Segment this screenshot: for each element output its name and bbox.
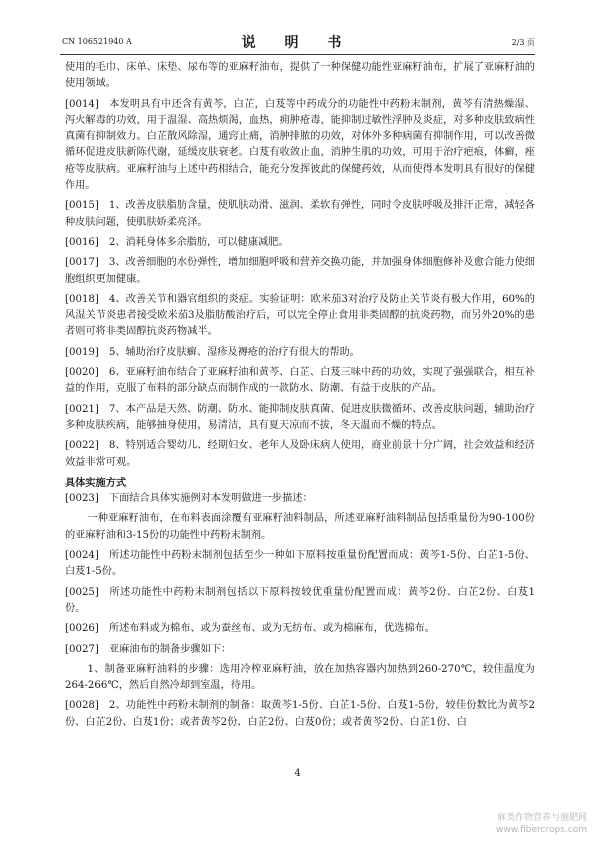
page-number: 4	[294, 768, 301, 779]
paragraph-number: [0023]	[65, 493, 99, 505]
paragraph	[65, 292, 535, 341]
paragraph-number: [0027]	[65, 643, 99, 655]
paragraph-text: 6、亚麻籽油布结合了亚麻籽油和黄芩、白芷、白芨三味中药的功效，实现了强强联合，相互补益的作用，克服了布料的部分缺点而制作成的一款防水、防潮、有益于皮肤的产品。	[65, 367, 535, 395]
paragraph	[65, 548, 535, 581]
paragraph-text: 下面结合具体实施例对本发明做进一步描述：	[108, 493, 313, 505]
paragraph-text: 2、功能性中药粉末制剂的制备：取黄芩1-5份、白芷1-5份、白芨1-5份，较佳份数比为黄芩2份、白芷2份、白芨1份；或者黄芩2份、白芷2份、白芨0份；或者黄芩2份、白芷1份、白	[65, 700, 535, 728]
intro-paragraph: 使用的毛巾、床单、床垫、尿布等的亚麻籽油布，提供了一种保健功能性亚麻籽油布，扩展了亚麻籽油的使用领域。	[65, 62, 535, 90]
paragraph-number: [0014]	[65, 98, 99, 110]
paragraph-text: 5、辅助治疗皮肤癣、湿疹及褥疮的治疗有很大的帮助。	[108, 346, 360, 358]
watermark-line-1: 麻类作物营养与施肥网	[496, 813, 587, 823]
paragraph-text: 所述布料或为棉布、或为蚕丝布、或为无纺布、或为棉麻布，优选棉布。	[108, 623, 435, 635]
paragraph	[65, 621, 535, 637]
paragraph	[65, 198, 535, 231]
paragraph-text: 本发明具有中还含有黄芩，白芷，白芨等中药成分的功能性中药粉末制剂，黄芩有清热燥湿、泻火解毒的功效，用于温湿、高热烦渴，血热，痈肿疮毒，能抑制过敏性浮肿及炎症，对多种皮肤致病性真菌有抑制效力。白芷散风除湿，通窍止痛，消肿排脓的功效，对体外多种病菌有抑制作用，可以改善微循环促进皮肤新陈代谢，延缓皮肤衰老。白芨有收敛止血，消肿生肌的功效，可用于治疗疤痕，体癣，痤疮等皮肤病。亚麻籽油与上述中药相结合，能充分发挥彼此的保健药效，从而使得本发明具有很好的保健作用。	[65, 98, 535, 192]
paragraph-text: 一种亚麻籽油布，在布料表面涂覆有亚麻籽油料制品，所述亚麻籽油料制品包括重量份为90-100份的亚麻籽油和3-15份的功能性中药粉末制剂。	[65, 513, 535, 541]
paragraph-text: 亚麻油布的制备步骤如下：	[108, 643, 232, 655]
paragraph	[65, 511, 535, 544]
paragraph	[65, 235, 535, 251]
paragraph-number: [0015]	[65, 200, 99, 212]
paragraph-list-embodiment	[65, 491, 535, 731]
document-body	[65, 60, 535, 735]
paragraph-number: [0028]	[65, 700, 99, 712]
paragraph-text: 1、制备亚麻籽油料的步骤：选用冷榨亚麻籽油，放在加热容器内加热到260-270℃，较佳温度为264-266℃，然后自然冷却到室温，待用。	[65, 663, 535, 692]
section-heading: 具体实施方式	[65, 476, 127, 489]
paragraph-text: 所述功能性中药粉末制剂包括以下原料按较优重量份配置而成：黄芩2份、白芷2份、白芨1份。	[65, 586, 535, 614]
paragraph-number: [0021]	[65, 403, 99, 415]
paragraph	[65, 345, 535, 361]
paragraph-text: 2、消耗身体多余脂肪，可以健康减肥。	[108, 236, 289, 248]
paragraph-number: [0024]	[65, 550, 99, 562]
paragraph-list	[65, 97, 535, 471]
paragraph-number: [0022]	[65, 440, 99, 452]
paragraph-number: [0018]	[65, 293, 99, 305]
paragraph	[65, 662, 535, 695]
paragraph	[65, 642, 535, 658]
paragraph-number: [0017]	[65, 257, 99, 269]
paragraph	[65, 491, 535, 507]
paragraph-number: [0020]	[65, 367, 99, 379]
paragraph-text: 8、特别适合婴幼儿、经期妇女、老年人及卧床病人使用，商业前景十分广阔，社会效益和经济效益非常可观。	[65, 440, 535, 468]
paragraph	[65, 402, 535, 435]
paragraph	[65, 585, 535, 618]
paragraph	[65, 255, 535, 288]
paragraph-text: 所述功能性中药粉末制剂包括至少一种如下原料按重量份配置而成：黄芩1-5份、白芷1-5份、白芨1-5份。	[65, 550, 535, 578]
watermark	[496, 812, 587, 836]
paragraph-number: [0019]	[65, 346, 99, 358]
watermark-line-2: www.fibercrops.com	[496, 825, 587, 835]
paragraph-text: 4、改善关节和器官组织的炎症。实验证明：欧米茄3对治疗及防止关节炎有极大作用，60%的风湿关节炎患者接受欧米茄3及脂肪酸治疗后，可以完全停止食用非类固醇的抗炎药物，而另外20%的患者则可将非类固醇抗炎药物减半。	[65, 293, 535, 338]
paragraph-number: [0026]	[65, 623, 99, 635]
paragraph-text: 1、改善皮肤脂肪含量，使肌肤动滑、滋润、柔软有弹性，同时令皮肤呼吸及排汗正常，减轻各种皮肤问题，使肌肤娇柔亮泽。	[65, 200, 535, 228]
paragraph-number: [0025]	[65, 586, 99, 598]
paragraph-text: 7、本产品是天然、防潮、防水、能抑制皮肤真菌、促进皮肤微循环、改善皮肤问题，辅助治疗多种皮肤疾病，能够抽身使用，易清洁，具有夏天凉而不拔，冬天温而不燥的特点。	[65, 403, 535, 431]
page-indicator: 2/3 页	[511, 38, 535, 47]
page-header	[60, 32, 535, 52]
paragraph	[65, 365, 535, 398]
paragraph	[65, 438, 535, 471]
paragraph-text: 3、改善细胞的水份弹性，增加细胞呼吸和营养交换功能，并加强身体细胞修补及愈合能力使细胞组织更加健康。	[65, 257, 535, 285]
document-title: 说 明 书	[241, 35, 354, 51]
paragraph-number: [0016]	[65, 236, 99, 248]
paragraph	[65, 97, 535, 195]
paragraph	[65, 698, 535, 731]
header-rule	[60, 54, 535, 55]
patent-number: CN 106521940 A	[62, 37, 132, 46]
